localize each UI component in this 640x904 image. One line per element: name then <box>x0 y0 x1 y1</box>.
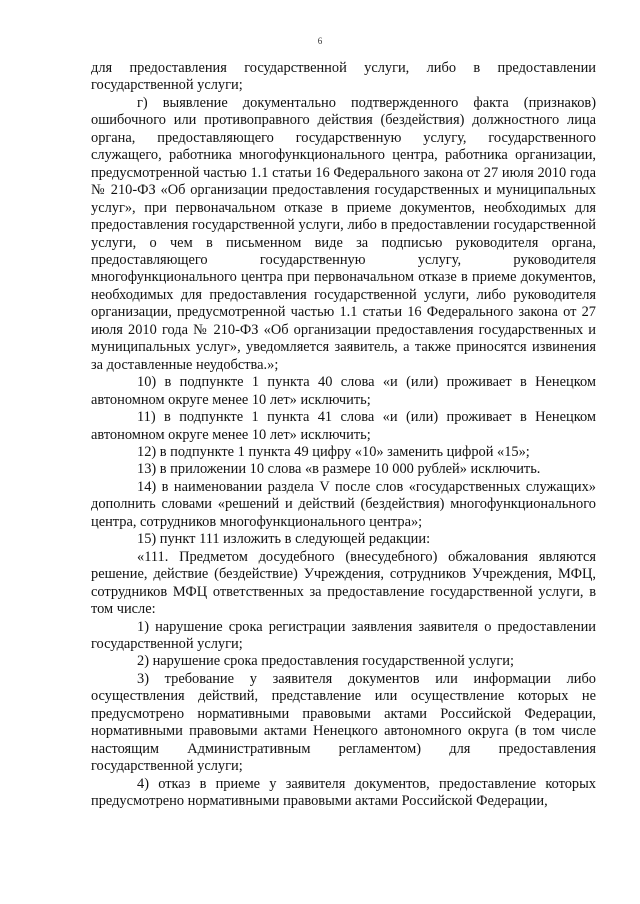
page-number: 6 <box>317 36 323 46</box>
paragraph: 13) в приложении 10 слова «в размере 10 000 рублей» исключить. <box>137 461 541 478</box>
paragraph: 14) в наименовании раздела V после слов «государственных служащих» дополнить словами «решений и действий (бездействия) многофункционального центра, сотрудников многофункционального центра»; <box>91 478 596 530</box>
paragraph: «111. Предметом досудебного (внесудебного) обжалования являются решение, действие (бездействие) Учреждения, сотрудников Учреждения, МФЦ, сотрудников МФЦ ответственных за предоставление государственной услуги, в том числе: <box>91 548 596 618</box>
paragraph: 11) в подпункте 1 пункта 41 слова «и (или) проживает в Ненецком автономном округе менее 10 лет» исключить; <box>91 409 596 443</box>
paragraph: для предоставления государственной услуги, либо в предоставлении государственной услуги; <box>91 60 596 94</box>
paragraph: 4) отказ в приеме у заявителя документов, предоставление которых предусмотрено нормативными правовыми актами Российской Федерации, <box>91 775 596 810</box>
paragraph: 1) нарушение срока регистрации заявления заявителя о предоставлении государственной услуги; <box>91 618 596 652</box>
document-body <box>91 60 596 810</box>
paragraph: 15) пункт 111 изложить в следующей редакции: <box>137 531 431 548</box>
paragraph: 3) требование у заявителя документов или информации либо осуществления действий, представление или осуществление которых не предусмотрено нормативными правовыми актами Российской Федерации, нормативными правовыми актами Ненецкого автономного округа (в том числе настоящим Административным регламентом) для предоставления государственной услуги; <box>91 670 596 775</box>
paragraph: г) выявление документально подтвержденного факта (признаков) ошибочного или противоправного действия (бездействия) должностного лица органа, предоставляющего государственную услугу, государственного служащего, работника многофункционального центра, работника организации, предусмотренной частью 1.1 статьи 16 Федерального закона от 27 июля 2010 года № 210-ФЗ «Об организации предоставления государственных и муниципальных услуг», при первоначальном отказе в приеме документов, необходимых для предоставления государственной услуги, либо в предоставлении государственной услуги, о чем в письменном виде за подписью руководителя органа, предоставляющего государственную услугу, руководителя многофункционального центра при первоначальном отказе в приеме документов, необходимых для предоставления государственной услуги, либо руководителя организации, предусмотренной частью 1.1 статьи 16 Федерального закона от 27 июля 2010 года № 210-ФЗ «Об организации предоставления государственных и муниципальных услуг», уведомляется заявитель, а также приносятся извинения за доставленные неудобства.»; <box>91 94 596 373</box>
paragraph: 2) нарушение срока предоставления государственной услуги; <box>137 653 514 670</box>
paragraph: 12) в подпункте 1 пункта 49 цифру «10» заменить цифрой «15»; <box>137 443 530 460</box>
paragraph: 10) в подпункте 1 пункта 40 слова «и (или) проживает в Ненецком автономном округе менее 10 лет» исключить; <box>91 374 596 408</box>
